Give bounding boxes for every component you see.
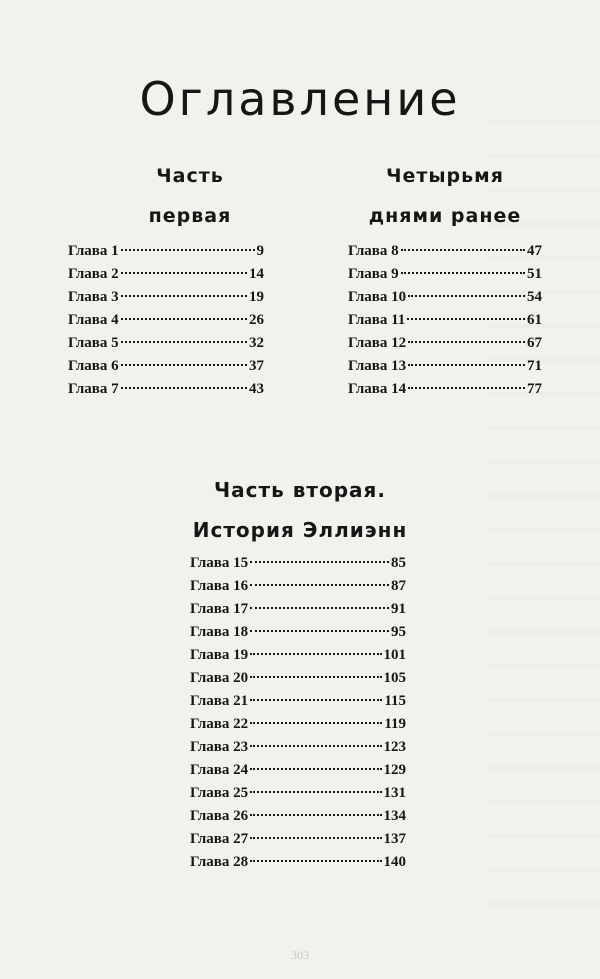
part-one-subheading bbox=[350, 156, 540, 236]
toc-entry-page: 43 bbox=[249, 381, 264, 397]
toc-leader-dots bbox=[250, 676, 381, 678]
toc-entry bbox=[190, 598, 406, 621]
toc-leader-dots bbox=[121, 364, 247, 366]
toc-leader-dots bbox=[121, 387, 247, 389]
toc-entry bbox=[190, 690, 406, 713]
toc-entry-page: 61 bbox=[527, 312, 542, 328]
toc-entry bbox=[190, 713, 406, 736]
toc-entry-page: 137 bbox=[383, 831, 406, 847]
toc-leader-dots bbox=[250, 561, 389, 563]
toc-entry bbox=[348, 240, 542, 263]
toc-entry-page: 134 bbox=[383, 808, 406, 824]
toc-leader-dots bbox=[121, 272, 247, 274]
toc-entry-page: 101 bbox=[383, 647, 406, 663]
toc-entry bbox=[190, 667, 406, 690]
toc-entry-page: 105 bbox=[383, 670, 406, 686]
toc-entry bbox=[190, 828, 406, 851]
toc-entry bbox=[190, 782, 406, 805]
toc-entry-page: 51 bbox=[527, 266, 542, 282]
toc-leader-dots bbox=[250, 699, 382, 701]
toc-entry-page: 67 bbox=[527, 335, 542, 351]
toc-entry bbox=[68, 309, 264, 332]
part-one-heading-line1: Часть bbox=[156, 165, 224, 187]
toc-leader-dots bbox=[250, 860, 381, 862]
toc-entry bbox=[190, 552, 406, 575]
toc-entry bbox=[68, 332, 264, 355]
toc-entry-label: Глава 16 bbox=[190, 578, 249, 594]
toc-entry bbox=[348, 355, 542, 378]
toc-entry bbox=[348, 286, 542, 309]
toc-entry-label: Глава 27 bbox=[190, 831, 249, 847]
toc-entry bbox=[190, 644, 406, 667]
toc-leader-dots bbox=[250, 653, 381, 655]
toc-entry-page: 26 bbox=[249, 312, 264, 328]
toc-entry bbox=[68, 263, 264, 286]
toc-entry-page: 95 bbox=[391, 624, 406, 640]
part-one-subheading-line2: днями ранее bbox=[368, 205, 522, 227]
toc-entry-page: 77 bbox=[527, 381, 542, 397]
toc-entry-label: Глава 20 bbox=[190, 670, 249, 686]
toc-entry-label: Глава 28 bbox=[190, 854, 249, 870]
toc-leader-dots bbox=[250, 814, 381, 816]
toc-entry-page: 91 bbox=[391, 601, 406, 617]
toc-entry-page: 9 bbox=[256, 243, 264, 259]
toc-leader-dots bbox=[250, 791, 381, 793]
toc-leader-dots bbox=[121, 341, 247, 343]
toc-entry bbox=[190, 736, 406, 759]
toc-entry-page: 14 bbox=[249, 266, 264, 282]
toc-leader-dots bbox=[250, 584, 389, 586]
toc-entry-page: 131 bbox=[383, 785, 406, 801]
part-two-heading-line1: Часть вторая. bbox=[214, 478, 386, 502]
toc-entry bbox=[190, 805, 406, 828]
toc-entry-label: Глава 6 bbox=[68, 358, 119, 374]
toc-entry-label: Глава 13 bbox=[348, 358, 407, 374]
toc-entry-label: Глава 4 bbox=[68, 312, 119, 328]
toc-leader-dots bbox=[408, 341, 525, 343]
toc-leader-dots bbox=[250, 768, 381, 770]
toc-entry bbox=[190, 851, 406, 874]
toc-entry-label: Глава 10 bbox=[348, 289, 407, 305]
toc-entry-page: 19 bbox=[249, 289, 264, 305]
toc-entry-page: 47 bbox=[527, 243, 542, 259]
toc-leader-dots bbox=[250, 630, 389, 632]
toc-entry-label: Глава 14 bbox=[348, 381, 407, 397]
toc-entry-page: 32 bbox=[249, 335, 264, 351]
toc-leader-dots bbox=[408, 364, 525, 366]
part-two-heading-line2: История Эллиэнн bbox=[192, 518, 408, 542]
toc-entry-page: 119 bbox=[384, 716, 406, 732]
toc-entry-label: Глава 9 bbox=[348, 266, 399, 282]
part-one-heading bbox=[120, 156, 260, 236]
part-one-subheading-line1: Четырьмя bbox=[386, 165, 504, 187]
toc-entry-page: 85 bbox=[391, 555, 406, 571]
toc-entry-page: 115 bbox=[384, 693, 406, 709]
page-number: 303 bbox=[291, 948, 309, 962]
toc-entry-label: Глава 21 bbox=[190, 693, 249, 709]
toc-entry-label: Глава 8 bbox=[348, 243, 399, 259]
toc-entry-label: Глава 24 bbox=[190, 762, 249, 778]
toc-entry-page: 54 bbox=[527, 289, 542, 305]
toc-leader-dots bbox=[401, 249, 525, 251]
toc-entry bbox=[68, 240, 264, 263]
toc-leader-dots bbox=[121, 318, 247, 320]
toc-entry-label: Глава 7 bbox=[68, 381, 119, 397]
toc-entry-label: Глава 18 bbox=[190, 624, 249, 640]
toc-entry bbox=[190, 759, 406, 782]
toc-entry-label: Глава 22 bbox=[190, 716, 249, 732]
toc-entry-page: 87 bbox=[391, 578, 406, 594]
toc-entry bbox=[68, 378, 264, 401]
toc-leader-dots bbox=[250, 745, 381, 747]
toc-entry-label: Глава 3 bbox=[68, 289, 119, 305]
toc-left-list bbox=[68, 240, 264, 401]
toc-leader-dots bbox=[407, 318, 525, 320]
toc-bottom-list bbox=[190, 552, 406, 874]
toc-entry-page: 129 bbox=[383, 762, 406, 778]
toc-right-list bbox=[348, 240, 542, 401]
page-title: Оглавление bbox=[139, 72, 461, 126]
toc-entry bbox=[190, 575, 406, 598]
toc-leader-dots bbox=[250, 722, 382, 724]
toc-leader-dots bbox=[408, 295, 525, 297]
part-two-heading bbox=[150, 470, 450, 550]
toc-entry-label: Глава 17 bbox=[190, 601, 249, 617]
part-one-heading-line2: первая bbox=[148, 205, 232, 227]
toc-entry-label: Глава 11 bbox=[348, 312, 406, 328]
toc-entry-page: 123 bbox=[383, 739, 406, 755]
toc-entry-label: Глава 5 bbox=[68, 335, 119, 351]
toc-entry-page: 37 bbox=[249, 358, 264, 374]
toc-leader-dots bbox=[250, 607, 389, 609]
toc-leader-dots bbox=[408, 387, 525, 389]
toc-entry bbox=[68, 355, 264, 378]
toc-entry bbox=[68, 286, 264, 309]
toc-entry bbox=[348, 263, 542, 286]
toc-leader-dots bbox=[250, 837, 381, 839]
toc-entry-page: 140 bbox=[383, 854, 406, 870]
toc-entry bbox=[348, 309, 542, 332]
toc-entry-label: Глава 12 bbox=[348, 335, 407, 351]
toc-entry bbox=[348, 378, 542, 401]
toc-leader-dots bbox=[121, 295, 247, 297]
toc-entry bbox=[348, 332, 542, 355]
toc-entry-label: Глава 1 bbox=[68, 243, 119, 259]
toc-entry-label: Глава 2 bbox=[68, 266, 119, 282]
toc-leader-dots bbox=[401, 272, 525, 274]
toc-entry-label: Глава 25 bbox=[190, 785, 249, 801]
toc-entry-label: Глава 15 bbox=[190, 555, 249, 571]
toc-entry bbox=[190, 621, 406, 644]
toc-entry-label: Глава 26 bbox=[190, 808, 249, 824]
toc-entry-page: 71 bbox=[527, 358, 542, 374]
toc-leader-dots bbox=[121, 249, 255, 251]
toc-entry-label: Глава 19 bbox=[190, 647, 249, 663]
toc-entry-label: Глава 23 bbox=[190, 739, 249, 755]
